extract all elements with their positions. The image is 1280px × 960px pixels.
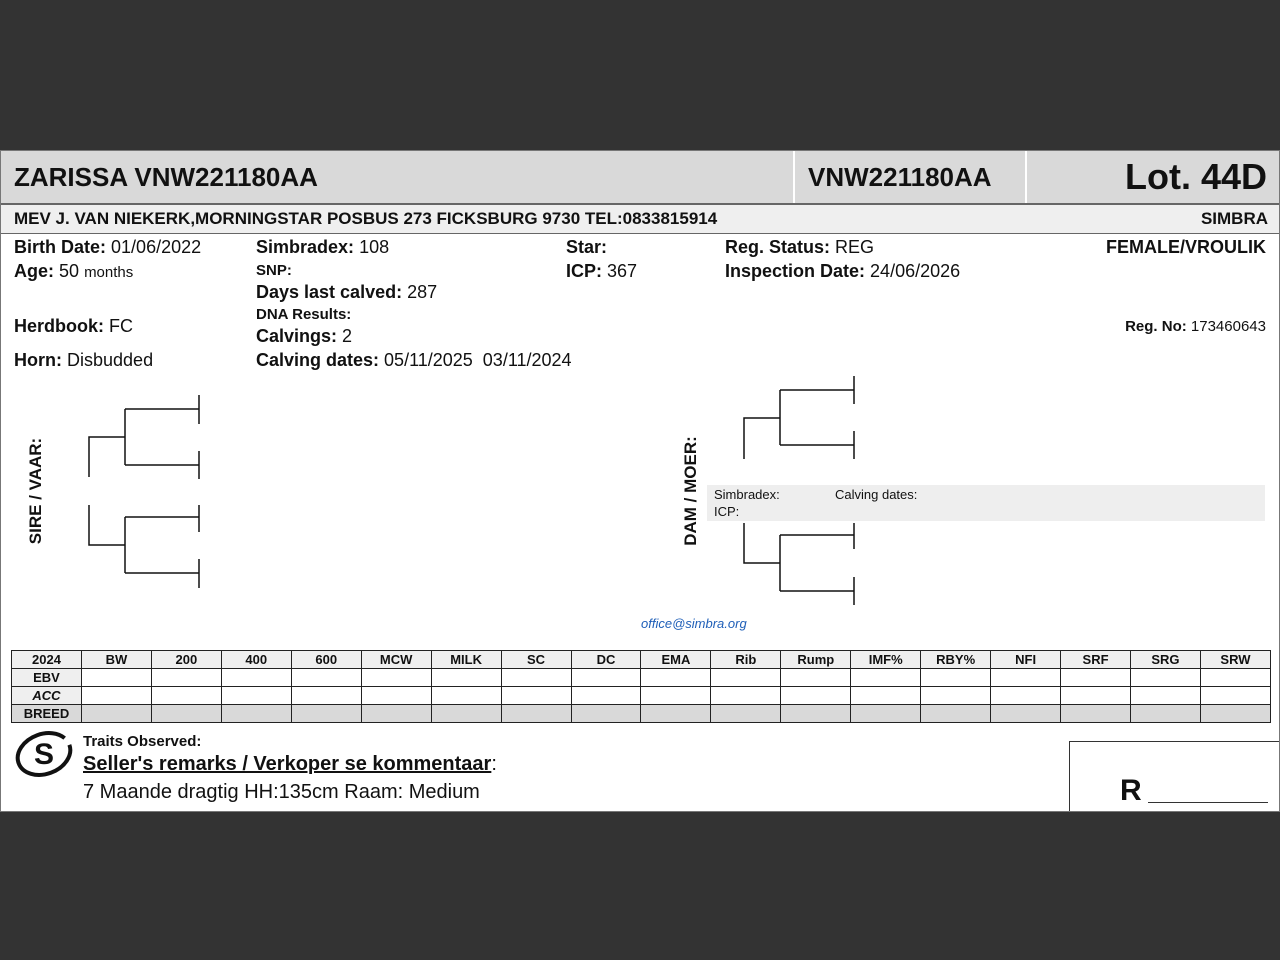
col-srf: SRF (1061, 651, 1131, 669)
price-prefix: R (1120, 774, 1142, 807)
row-label-breed: BREED (12, 705, 82, 723)
email-link[interactable]: office@simbra.org (641, 616, 747, 631)
animal-tag: VNW221180AA (808, 162, 992, 192)
icp-value: 367 (607, 261, 638, 281)
horn-value: Disbudded (67, 350, 154, 370)
seller-remarks-heading: Seller's remarks / Verkoper se kommentaar: (83, 753, 497, 775)
days-last-calved-value: 287 (407, 282, 438, 302)
traits-table (11, 650, 1271, 723)
traits-observed-label: Traits Observed: (83, 733, 202, 750)
col-srg: SRG (1131, 651, 1201, 669)
dam-data-box (707, 485, 1265, 521)
reg-status-value: REG (835, 237, 875, 257)
age-value: 50 (59, 261, 80, 281)
row-label-ebv: EBV (12, 669, 82, 687)
header-bar (1, 151, 1280, 205)
age-field: Age: 50 months (14, 261, 134, 281)
breed-row (12, 705, 1271, 723)
lot-card (0, 150, 1280, 812)
inspection-date-value: 24/06/2026 (870, 261, 961, 281)
calving-dates-value: 05/11/2025 03/11/2024 (384, 350, 572, 370)
star-field: Star: (566, 237, 608, 257)
traits-header-row (12, 651, 1271, 669)
col-nfi: NFI (991, 651, 1061, 669)
dam-simbradex-label: Simbradex: (714, 487, 780, 502)
reg-no-field: Reg. No: 173460643 (1125, 318, 1266, 335)
simbradex-value: 108 (359, 237, 390, 257)
simbradex-field: Simbradex: 108 (256, 237, 390, 257)
dam-icp-label: ICP: (714, 504, 740, 519)
age-unit: months (84, 264, 134, 281)
dna-results-field: DNA Results: (256, 306, 352, 323)
horn-field: Horn: Disbudded (14, 350, 154, 370)
simbra-logo-icon (13, 729, 75, 779)
calving-dates-field: Calving dates: 05/11/2025 03/11/2024 (256, 350, 572, 370)
calvings-field: Calvings: 2 (256, 326, 353, 346)
herdbook-value: FC (109, 316, 134, 336)
price-line[interactable] (1148, 802, 1268, 803)
col-bw: BW (81, 651, 151, 669)
birth-date-field: Birth Date: 01/06/2022 (14, 237, 202, 257)
snp-field: SNP: (256, 262, 292, 279)
price-box (1069, 741, 1280, 812)
owner-line: MEV J. VAN NIEKERK,MORNINGSTAR POSBUS 273 FICKSBURG 9730 TEL:0833815914 (14, 209, 718, 228)
dam-label: DAM / MOER: (681, 436, 700, 546)
lot-number: Lot. 44D (1124, 156, 1267, 197)
col-200: 200 (151, 651, 221, 669)
col-srw: SRW (1200, 651, 1270, 669)
animal-name: ZARISSA VNW221180AA (14, 162, 318, 192)
inspection-date-field: Inspection Date: 24/06/2026 (725, 261, 961, 281)
reg-status-field: Reg. Status: REG (725, 237, 875, 257)
traits-year: 2024 (12, 651, 82, 669)
col-600: 600 (291, 651, 361, 669)
birth-date-value: 01/06/2022 (111, 237, 202, 257)
reg-no-value: 173460643 (1190, 318, 1266, 335)
col-ema: EMA (641, 651, 711, 669)
herdbook-field: Herdbook: FC (14, 316, 134, 336)
calvings-value: 2 (342, 326, 353, 346)
row-label-acc: ACC (12, 687, 82, 705)
acc-row (12, 687, 1271, 705)
sex-label: FEMALE/VROULIK (1106, 237, 1266, 257)
col-milk: MILK (431, 651, 501, 669)
icp-field: ICP: 367 (566, 261, 638, 281)
svg-text:S: S (33, 738, 55, 771)
sire-pedigree-tree (81, 391, 211, 591)
owner-bar (1, 205, 1280, 234)
ebv-row (12, 669, 1271, 687)
dam-calving-dates-label: Calving dates: (835, 487, 918, 502)
col-sc: SC (501, 651, 571, 669)
col-400: 400 (221, 651, 291, 669)
col-mcw: MCW (361, 651, 431, 669)
col-imf: IMF% (851, 651, 921, 669)
days-last-calved-field: Days last calved: 287 (256, 282, 438, 302)
breed: SIMBRA (1200, 209, 1268, 228)
col-rby: RBY% (921, 651, 991, 669)
col-dc: DC (571, 651, 641, 669)
seller-remarks-text: 7 Maande dragtig HH:135cm Raam: Medium (83, 781, 480, 803)
col-rib: Rib (711, 651, 781, 669)
sire-label: SIRE / VAAR: (26, 437, 45, 545)
col-rump: Rump (781, 651, 851, 669)
